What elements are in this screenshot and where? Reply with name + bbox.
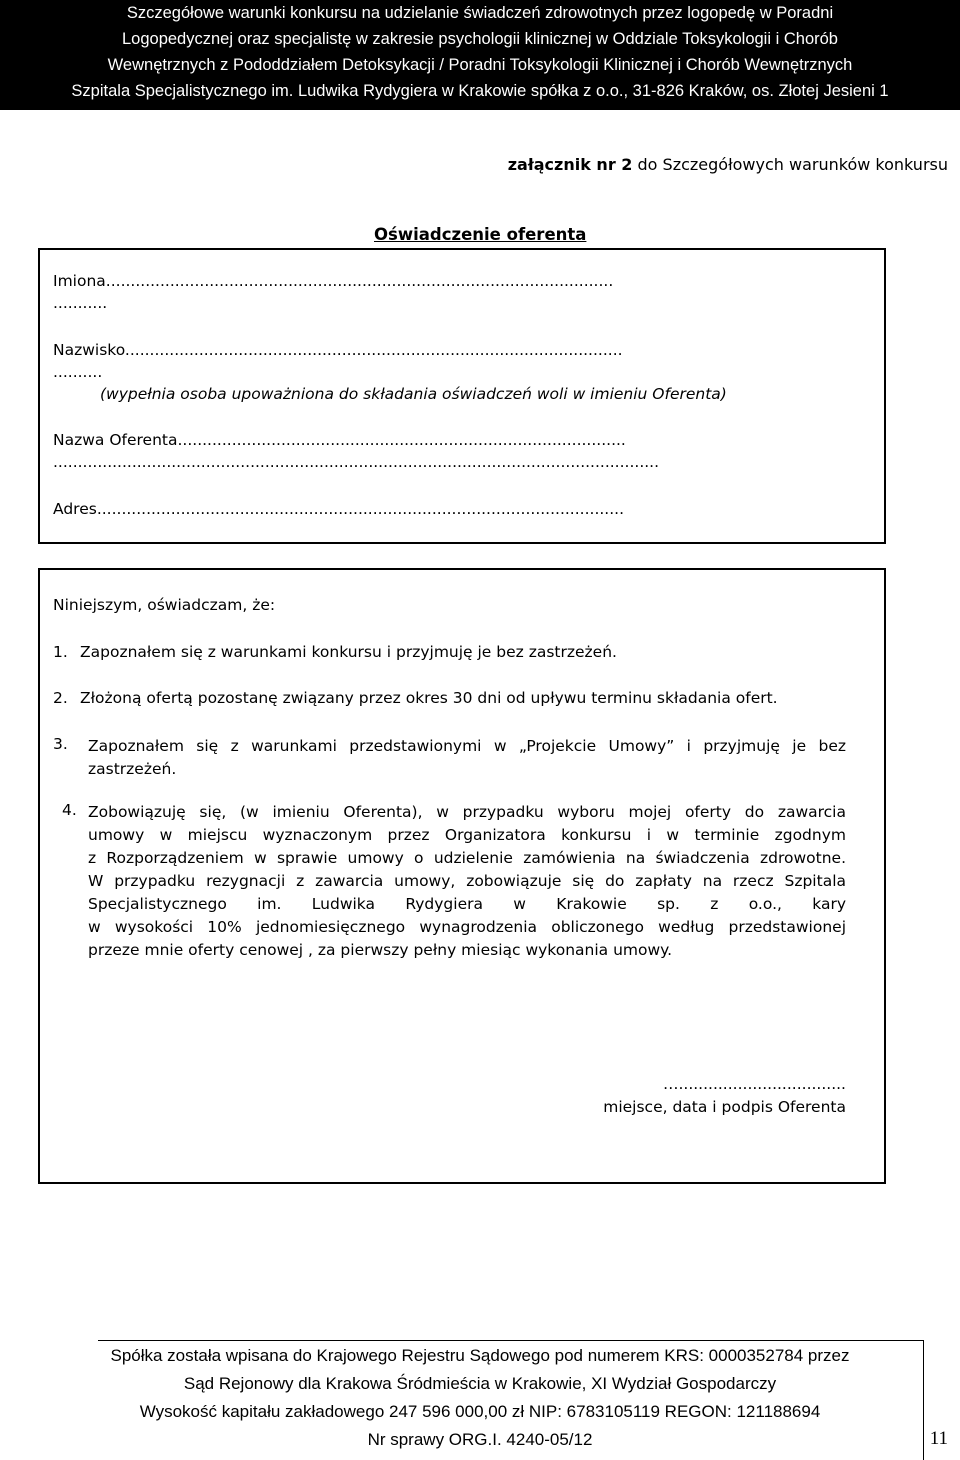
item-3-text — [88, 735, 846, 781]
item-4-number: 4. — [62, 801, 77, 819]
adres-field[interactable]: Adres........................................................................................................... — [53, 500, 625, 518]
item-4-line: przeze mnie oferty cenowej , za pierwszy pełny miesiąc wykonania umowy. — [88, 941, 673, 959]
authorized-person-note: (wypełnia osoba upoważniona do składania oświadczeń woli w imieniu Oferenta) — [100, 385, 727, 403]
item-4-line: w wysokości 10% jednomiesięcznego wynagrodzenia obliczonego według przedstawionej — [88, 918, 846, 936]
nazwa-oferenta-field-continuation[interactable]: ........................................................................................................................... — [53, 453, 660, 471]
nazwisko-field-continuation[interactable]: .......... — [53, 363, 103, 381]
nazwisko-field[interactable]: Nazwisko..................................................................................................... — [53, 341, 623, 359]
item-4-line: W przypadku rezygnacji z zawarcia umowy, zobowiązuje się do zapłaty na rzecz Szpitala — [88, 872, 846, 890]
header-line-2: Logopedycznej oraz specjalistę w zakresie psychologii klinicznej w Oddziale Toksykologii i Chorób — [122, 30, 838, 48]
item-4-text — [88, 801, 846, 962]
header-line-4: Szpitala Specjalistycznego im. Ludwika Rydygiera w Krakowie spółka z o.o., 31-826 Kraków, os. Złotej Jesieni 1 — [71, 82, 889, 100]
item-4-line: Zobowiązuję się, (w imieniu Oferenta), w przypadku wyboru mojej oferty do zawarcia — [88, 803, 846, 821]
attachment-label — [508, 155, 948, 174]
footer-line-2: Sąd Rejonowy dla Krakowa Śródmieścia w Krakowie, XI Wydział Gospodarczy — [183, 1374, 777, 1393]
footer-line-1: Spółka została wpisana do Krajowego Rejestru Sądowego pod numerem KRS: 0000352784 przez — [110, 1346, 850, 1365]
item-1-text: Zapoznałem się z warunkami konkursu i przyjmuję je bez zastrzeżeń. — [80, 643, 617, 661]
signature-line[interactable]: ….................................. — [662, 1075, 846, 1093]
item-3-line: Zapoznałem się z warunkami przedstawionymi w „Projekcie Umowy” i przyjmuję je bez — [88, 737, 846, 755]
attachment-rest: do Szczegółowych warunków konkursu — [632, 155, 948, 174]
signature-label: miejsce, data i podpis Oferenta — [603, 1098, 846, 1116]
item-4-line: Specjalistycznego im. Ludwika Rydygiera w Krakowie sp. z o.o., kary — [88, 895, 846, 913]
item-4-line: z Rozporządzeniem w sprawie umowy o udzielenie zamówienia na świadczenia zdrowotne. — [88, 849, 846, 867]
page-title: Oświadczenie oferenta — [374, 225, 587, 244]
imiona-field[interactable]: Imiona....................................................................................................... — [53, 272, 614, 290]
page-number: 11 — [929, 1428, 948, 1449]
nazwa-oferenta-field[interactable]: Nazwa Oferenta........................................................................................... — [53, 431, 626, 449]
footer-line-4: Nr sprawy ORG.I. 4240-05/12 — [367, 1430, 593, 1449]
imiona-field-continuation[interactable]: ........... — [53, 294, 108, 312]
item-2-text: Złożoną ofertą pozostanę związany przez okres 30 dni od upływu terminu składania ofert. — [80, 689, 778, 707]
footer-divider — [98, 1340, 924, 1341]
footer-line-3: Wysokość kapitału zakładowego 247 596 000,00 zł NIP: 6783105119 REGON: 121188694 — [139, 1402, 821, 1421]
statement-intro: Niniejszym, oświadczam, że: — [53, 596, 276, 614]
item-4-line: umowy w miejscu wyznaczonym przez Organizatora konkursu i w terminie zgodnym — [88, 826, 846, 844]
item-3-number: 3. — [53, 735, 68, 753]
header-line-1: Szczegółowe warunki konkursu na udzielanie świadczeń zdrowotnych przez logopedę w Poradni — [126, 4, 834, 22]
document-header — [0, 0, 960, 110]
header-line-3: Wewnętrznych z Pododdziałem Detoksykacji / Poradni Toksykologii Klinicznej i Chorób Wewnętrznych — [107, 56, 853, 74]
item-1-number: 1. — [53, 643, 68, 661]
item-3-line: zastrzeżeń. — [88, 760, 177, 778]
item-2-number: 2. — [53, 689, 68, 707]
attachment-number: załącznik nr 2 — [507, 155, 633, 174]
